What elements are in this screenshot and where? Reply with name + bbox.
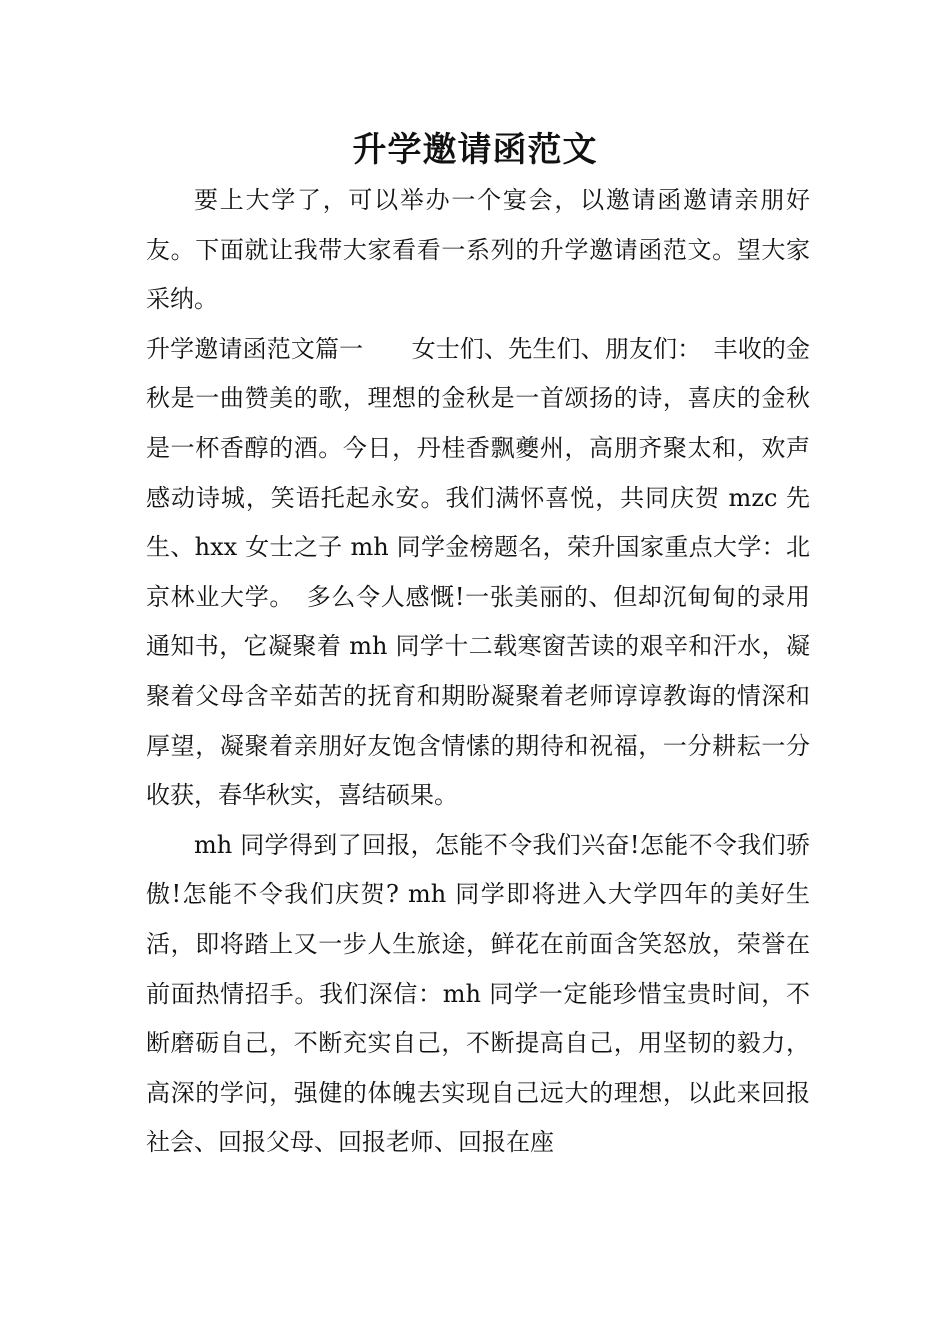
- document-title: 升学邀请函范文: [352, 130, 598, 170]
- document-body: [146, 176, 810, 1168]
- paragraph-continued: mh 同学得到了回报，怎能不令我们兴奋!怎能不令我们骄傲!怎能不令我们庆贺? mh 同学即将进入大学四年的美好生活，即将踏上又一步人生旅途，鲜花在前面含笑怒放，荣誉在前面热情招手。我们深信：mh 同学一定能珍惜宝贵时间，不断磨砺自己，不断充实自己，不断提高自己，用坚韧的毅力，高深的学问，强健的体魄去实现自己远大的理想，以此来回报社会、回报父母、回报老师、回报在座: [146, 830, 810, 1157]
- paragraph-intro: 要上大学了，可以举办一个宴会，以邀请函邀请亲朋好友。下面就让我带大家看看一系列的升学邀请函范文。望大家采纳。: [146, 186, 810, 314]
- paragraph-main: 升学邀请函范文篇一 女士们、先生们、朋友们： 丰收的金秋是一曲赞美的歌，理想的金秋是一首颂扬的诗，喜庆的金秋是一杯香醇的酒。今日，丹桂香飘夔州，高朋齐聚太和，欢声感动诗城，笑语托起永安。我们满怀喜悦，共同庆贺 mzc 先生、hxx 女士之子 mh 同学金榜题名，荣升国家重点大学：北京林业大学。 多么令人感慨!一张美丽的、但却沉甸甸的录用通知书，它凝聚着 mh 同学十二载寒窗苦读的艰辛和汗水，凝聚着父母含辛茹苦的抚育和期盼凝聚着老师谆谆教诲的情深和厚望，凝聚着亲朋好友饱含情愫的期待和祝福，一分耕耘一分收获，春华秋实，喜结硕果。: [146, 334, 810, 810]
